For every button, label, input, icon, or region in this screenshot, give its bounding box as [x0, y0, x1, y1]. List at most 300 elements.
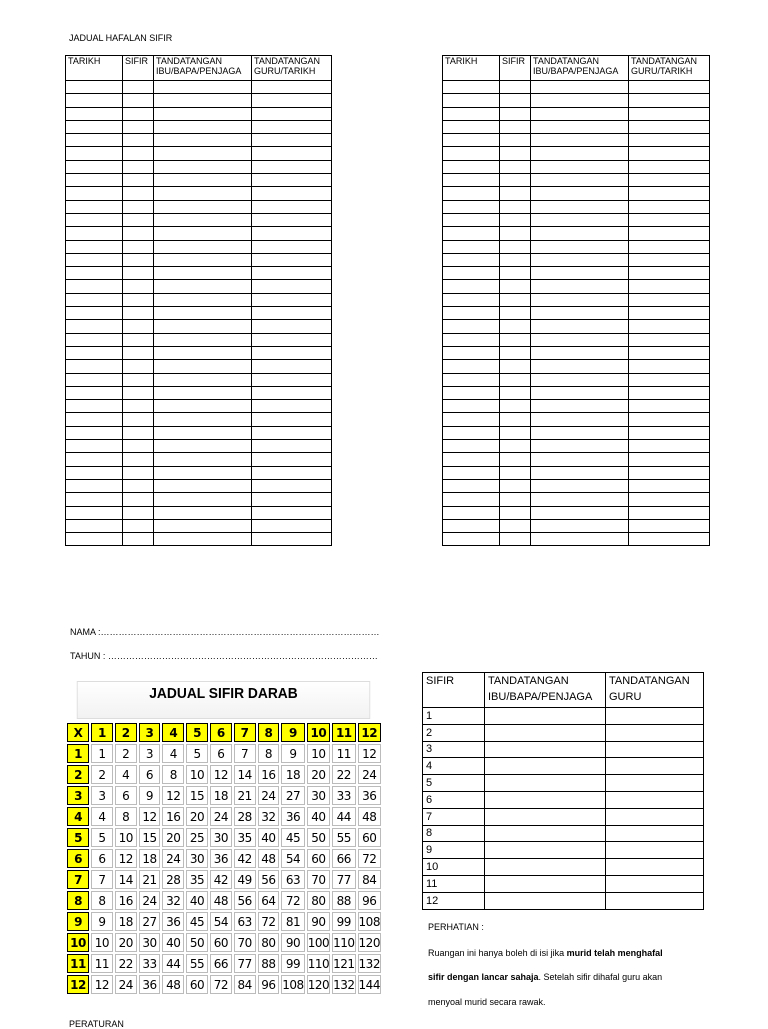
log-cell[interactable]: [154, 81, 252, 94]
log-cell[interactable]: [500, 386, 531, 399]
log-cell[interactable]: [443, 200, 500, 213]
log-cell[interactable]: [123, 400, 154, 413]
log-cell[interactable]: [443, 466, 500, 479]
log-cell[interactable]: [443, 373, 500, 386]
log-cell[interactable]: [123, 200, 154, 213]
log-cell[interactable]: [123, 134, 154, 147]
log-cell[interactable]: [123, 160, 154, 173]
log-cell[interactable]: [629, 533, 710, 546]
log-cell[interactable]: [531, 267, 629, 280]
log-cell[interactable]: [500, 519, 531, 532]
log-cell[interactable]: [629, 213, 710, 226]
log-cell[interactable]: [500, 346, 531, 359]
signature-cell[interactable]: [485, 892, 606, 909]
log-cell[interactable]: [154, 227, 252, 240]
log-cell[interactable]: [500, 426, 531, 439]
log-cell[interactable]: [154, 107, 252, 120]
log-cell[interactable]: [252, 453, 332, 466]
signature-cell[interactable]: [606, 892, 704, 909]
log-cell[interactable]: [252, 493, 332, 506]
log-cell[interactable]: [123, 147, 154, 160]
log-cell[interactable]: [629, 107, 710, 120]
log-cell[interactable]: [154, 320, 252, 333]
log-cell[interactable]: [252, 333, 332, 346]
log-cell[interactable]: [629, 440, 710, 453]
log-cell[interactable]: [531, 386, 629, 399]
signature-cell[interactable]: [606, 708, 704, 725]
log-cell[interactable]: [252, 346, 332, 359]
log-cell[interactable]: [123, 94, 154, 107]
log-cell[interactable]: [252, 134, 332, 147]
log-cell[interactable]: [123, 440, 154, 453]
log-cell[interactable]: [443, 307, 500, 320]
log-cell[interactable]: [500, 200, 531, 213]
log-cell[interactable]: [123, 81, 154, 94]
signature-cell[interactable]: [485, 724, 606, 741]
log-cell[interactable]: [531, 240, 629, 253]
log-cell[interactable]: [66, 107, 123, 120]
log-cell[interactable]: [531, 493, 629, 506]
log-cell[interactable]: [66, 187, 123, 200]
log-cell[interactable]: [531, 519, 629, 532]
log-cell[interactable]: [531, 466, 629, 479]
log-cell[interactable]: [123, 386, 154, 399]
log-cell[interactable]: [66, 519, 123, 532]
log-cell[interactable]: [629, 400, 710, 413]
log-cell[interactable]: [500, 479, 531, 492]
log-cell[interactable]: [123, 174, 154, 187]
log-cell[interactable]: [66, 120, 123, 133]
log-cell[interactable]: [531, 426, 629, 439]
log-cell[interactable]: [66, 533, 123, 546]
log-cell[interactable]: [531, 94, 629, 107]
log-cell[interactable]: [531, 440, 629, 453]
log-cell[interactable]: [252, 120, 332, 133]
log-cell[interactable]: [123, 346, 154, 359]
log-cell[interactable]: [66, 240, 123, 253]
log-cell[interactable]: [629, 174, 710, 187]
log-cell[interactable]: [443, 147, 500, 160]
log-cell[interactable]: [500, 160, 531, 173]
log-cell[interactable]: [443, 134, 500, 147]
log-cell[interactable]: [500, 94, 531, 107]
log-cell[interactable]: [123, 466, 154, 479]
log-cell[interactable]: [252, 400, 332, 413]
log-cell[interactable]: [443, 81, 500, 94]
log-cell[interactable]: [531, 346, 629, 359]
log-cell[interactable]: [531, 360, 629, 373]
log-cell[interactable]: [66, 267, 123, 280]
log-cell[interactable]: [252, 253, 332, 266]
log-cell[interactable]: [500, 440, 531, 453]
log-cell[interactable]: [123, 533, 154, 546]
log-cell[interactable]: [500, 453, 531, 466]
log-cell[interactable]: [531, 200, 629, 213]
log-cell[interactable]: [154, 293, 252, 306]
log-cell[interactable]: [66, 94, 123, 107]
signature-cell[interactable]: [485, 758, 606, 775]
log-cell[interactable]: [123, 320, 154, 333]
log-cell[interactable]: [500, 320, 531, 333]
log-cell[interactable]: [123, 293, 154, 306]
log-cell[interactable]: [252, 227, 332, 240]
log-cell[interactable]: [66, 147, 123, 160]
signature-cell[interactable]: [485, 875, 606, 892]
log-cell[interactable]: [154, 307, 252, 320]
log-cell[interactable]: [500, 533, 531, 546]
log-cell[interactable]: [252, 307, 332, 320]
log-cell[interactable]: [500, 373, 531, 386]
log-cell[interactable]: [629, 453, 710, 466]
log-cell[interactable]: [154, 386, 252, 399]
signature-cell[interactable]: [606, 842, 704, 859]
log-cell[interactable]: [66, 81, 123, 94]
log-cell[interactable]: [629, 506, 710, 519]
log-cell[interactable]: [629, 346, 710, 359]
log-cell[interactable]: [443, 213, 500, 226]
log-cell[interactable]: [531, 413, 629, 426]
log-cell[interactable]: [443, 160, 500, 173]
log-cell[interactable]: [500, 81, 531, 94]
log-cell[interactable]: [154, 240, 252, 253]
signature-cell[interactable]: [485, 859, 606, 876]
log-cell[interactable]: [252, 519, 332, 532]
log-cell[interactable]: [443, 253, 500, 266]
log-cell[interactable]: [531, 320, 629, 333]
log-cell[interactable]: [123, 506, 154, 519]
log-cell[interactable]: [443, 386, 500, 399]
log-cell[interactable]: [500, 506, 531, 519]
signature-cell[interactable]: [485, 825, 606, 842]
log-cell[interactable]: [500, 134, 531, 147]
log-cell[interactable]: [443, 94, 500, 107]
log-cell[interactable]: [154, 440, 252, 453]
signature-cell[interactable]: [485, 808, 606, 825]
log-cell[interactable]: [154, 479, 252, 492]
log-cell[interactable]: [66, 506, 123, 519]
log-cell[interactable]: [629, 200, 710, 213]
log-cell[interactable]: [154, 267, 252, 280]
log-cell[interactable]: [123, 307, 154, 320]
log-cell[interactable]: [629, 293, 710, 306]
log-cell[interactable]: [443, 440, 500, 453]
log-cell[interactable]: [443, 293, 500, 306]
log-cell[interactable]: [123, 240, 154, 253]
log-cell[interactable]: [252, 466, 332, 479]
log-cell[interactable]: [252, 160, 332, 173]
log-cell[interactable]: [66, 213, 123, 226]
log-cell[interactable]: [629, 307, 710, 320]
log-cell[interactable]: [252, 200, 332, 213]
log-cell[interactable]: [66, 200, 123, 213]
year-field[interactable]: TAHUN : ………………………………………………………………………………: [70, 651, 378, 661]
log-cell[interactable]: [500, 174, 531, 187]
log-cell[interactable]: [629, 81, 710, 94]
log-cell[interactable]: [500, 267, 531, 280]
log-cell[interactable]: [443, 400, 500, 413]
log-cell[interactable]: [531, 479, 629, 492]
log-cell[interactable]: [66, 413, 123, 426]
log-cell[interactable]: [531, 400, 629, 413]
log-cell[interactable]: [154, 200, 252, 213]
log-cell[interactable]: [443, 493, 500, 506]
log-cell[interactable]: [154, 187, 252, 200]
log-cell[interactable]: [443, 267, 500, 280]
log-cell[interactable]: [443, 280, 500, 293]
signature-cell[interactable]: [485, 842, 606, 859]
log-cell[interactable]: [629, 373, 710, 386]
log-cell[interactable]: [154, 400, 252, 413]
log-cell[interactable]: [500, 213, 531, 226]
log-cell[interactable]: [252, 533, 332, 546]
signature-cell[interactable]: [606, 875, 704, 892]
log-cell[interactable]: [66, 386, 123, 399]
log-cell[interactable]: [531, 174, 629, 187]
signature-cell[interactable]: [606, 775, 704, 792]
log-cell[interactable]: [629, 413, 710, 426]
log-cell[interactable]: [531, 533, 629, 546]
log-cell[interactable]: [123, 213, 154, 226]
signature-cell[interactable]: [485, 791, 606, 808]
log-cell[interactable]: [66, 227, 123, 240]
log-cell[interactable]: [66, 440, 123, 453]
log-cell[interactable]: [629, 134, 710, 147]
log-cell[interactable]: [252, 174, 332, 187]
log-cell[interactable]: [154, 134, 252, 147]
log-cell[interactable]: [123, 453, 154, 466]
log-cell[interactable]: [629, 280, 710, 293]
log-cell[interactable]: [252, 479, 332, 492]
log-cell[interactable]: [252, 426, 332, 439]
log-cell[interactable]: [123, 187, 154, 200]
log-cell[interactable]: [66, 174, 123, 187]
log-cell[interactable]: [252, 240, 332, 253]
log-cell[interactable]: [629, 320, 710, 333]
log-cell[interactable]: [154, 413, 252, 426]
log-cell[interactable]: [154, 94, 252, 107]
log-cell[interactable]: [531, 333, 629, 346]
log-cell[interactable]: [500, 307, 531, 320]
log-cell[interactable]: [154, 533, 252, 546]
log-cell[interactable]: [629, 227, 710, 240]
log-cell[interactable]: [500, 187, 531, 200]
log-cell[interactable]: [531, 453, 629, 466]
log-cell[interactable]: [123, 107, 154, 120]
log-cell[interactable]: [154, 280, 252, 293]
log-cell[interactable]: [252, 293, 332, 306]
log-cell[interactable]: [154, 426, 252, 439]
log-cell[interactable]: [500, 147, 531, 160]
log-cell[interactable]: [252, 147, 332, 160]
log-cell[interactable]: [531, 147, 629, 160]
log-cell[interactable]: [629, 187, 710, 200]
log-cell[interactable]: [252, 187, 332, 200]
log-cell[interactable]: [154, 213, 252, 226]
log-cell[interactable]: [154, 333, 252, 346]
log-cell[interactable]: [629, 94, 710, 107]
log-cell[interactable]: [66, 160, 123, 173]
log-cell[interactable]: [443, 506, 500, 519]
signature-cell[interactable]: [606, 741, 704, 758]
log-cell[interactable]: [443, 333, 500, 346]
log-cell[interactable]: [443, 479, 500, 492]
log-cell[interactable]: [252, 386, 332, 399]
log-cell[interactable]: [443, 426, 500, 439]
log-cell[interactable]: [443, 413, 500, 426]
log-cell[interactable]: [154, 519, 252, 532]
name-field[interactable]: NAMA :…………………………………………………………………………………: [70, 627, 380, 637]
log-cell[interactable]: [531, 293, 629, 306]
log-cell[interactable]: [629, 426, 710, 439]
log-cell[interactable]: [531, 134, 629, 147]
log-cell[interactable]: [531, 120, 629, 133]
log-cell[interactable]: [123, 120, 154, 133]
log-cell[interactable]: [123, 227, 154, 240]
log-cell[interactable]: [66, 466, 123, 479]
log-cell[interactable]: [629, 386, 710, 399]
log-cell[interactable]: [443, 533, 500, 546]
log-cell[interactable]: [66, 280, 123, 293]
log-cell[interactable]: [531, 107, 629, 120]
log-cell[interactable]: [154, 147, 252, 160]
log-cell[interactable]: [500, 360, 531, 373]
log-cell[interactable]: [443, 240, 500, 253]
log-cell[interactable]: [500, 107, 531, 120]
log-cell[interactable]: [252, 267, 332, 280]
log-cell[interactable]: [443, 320, 500, 333]
log-cell[interactable]: [154, 120, 252, 133]
log-cell[interactable]: [154, 174, 252, 187]
log-cell[interactable]: [123, 267, 154, 280]
log-cell[interactable]: [443, 227, 500, 240]
log-cell[interactable]: [66, 307, 123, 320]
log-cell[interactable]: [500, 466, 531, 479]
log-cell[interactable]: [252, 440, 332, 453]
log-cell[interactable]: [443, 107, 500, 120]
log-cell[interactable]: [252, 320, 332, 333]
log-cell[interactable]: [154, 506, 252, 519]
log-cell[interactable]: [531, 213, 629, 226]
log-cell[interactable]: [629, 147, 710, 160]
signature-cell[interactable]: [606, 859, 704, 876]
log-cell[interactable]: [531, 253, 629, 266]
log-cell[interactable]: [66, 426, 123, 439]
log-cell[interactable]: [252, 280, 332, 293]
signature-cell[interactable]: [485, 741, 606, 758]
log-cell[interactable]: [123, 373, 154, 386]
log-cell[interactable]: [252, 506, 332, 519]
log-cell[interactable]: [500, 413, 531, 426]
log-cell[interactable]: [252, 107, 332, 120]
log-cell[interactable]: [66, 346, 123, 359]
log-cell[interactable]: [531, 160, 629, 173]
signature-cell[interactable]: [606, 808, 704, 825]
log-cell[interactable]: [500, 120, 531, 133]
log-cell[interactable]: [66, 373, 123, 386]
log-cell[interactable]: [66, 479, 123, 492]
log-cell[interactable]: [66, 293, 123, 306]
log-cell[interactable]: [123, 413, 154, 426]
log-cell[interactable]: [500, 293, 531, 306]
log-cell[interactable]: [66, 400, 123, 413]
log-cell[interactable]: [66, 333, 123, 346]
log-cell[interactable]: [123, 360, 154, 373]
log-cell[interactable]: [443, 187, 500, 200]
log-cell[interactable]: [531, 81, 629, 94]
log-cell[interactable]: [66, 493, 123, 506]
log-cell[interactable]: [629, 267, 710, 280]
log-cell[interactable]: [531, 227, 629, 240]
signature-cell[interactable]: [606, 724, 704, 741]
log-cell[interactable]: [629, 360, 710, 373]
log-cell[interactable]: [500, 333, 531, 346]
log-cell[interactable]: [252, 81, 332, 94]
log-cell[interactable]: [123, 280, 154, 293]
signature-cell[interactable]: [606, 758, 704, 775]
log-cell[interactable]: [123, 426, 154, 439]
log-cell[interactable]: [66, 320, 123, 333]
log-cell[interactable]: [66, 360, 123, 373]
log-cell[interactable]: [252, 360, 332, 373]
log-cell[interactable]: [154, 346, 252, 359]
log-cell[interactable]: [443, 120, 500, 133]
log-cell[interactable]: [629, 479, 710, 492]
log-cell[interactable]: [443, 174, 500, 187]
log-cell[interactable]: [154, 466, 252, 479]
log-cell[interactable]: [154, 360, 252, 373]
log-cell[interactable]: [443, 453, 500, 466]
log-cell[interactable]: [154, 493, 252, 506]
log-cell[interactable]: [66, 453, 123, 466]
log-cell[interactable]: [629, 240, 710, 253]
log-cell[interactable]: [629, 519, 710, 532]
log-cell[interactable]: [500, 227, 531, 240]
log-cell[interactable]: [443, 360, 500, 373]
log-cell[interactable]: [252, 413, 332, 426]
log-cell[interactable]: [629, 253, 710, 266]
log-cell[interactable]: [252, 373, 332, 386]
log-cell[interactable]: [443, 346, 500, 359]
log-cell[interactable]: [123, 493, 154, 506]
log-cell[interactable]: [629, 493, 710, 506]
log-cell[interactable]: [123, 519, 154, 532]
log-cell[interactable]: [443, 519, 500, 532]
log-cell[interactable]: [154, 453, 252, 466]
log-cell[interactable]: [66, 134, 123, 147]
signature-cell[interactable]: [485, 775, 606, 792]
log-cell[interactable]: [500, 240, 531, 253]
log-cell[interactable]: [154, 160, 252, 173]
log-cell[interactable]: [629, 160, 710, 173]
log-cell[interactable]: [531, 280, 629, 293]
log-cell[interactable]: [531, 307, 629, 320]
log-cell[interactable]: [66, 253, 123, 266]
log-cell[interactable]: [629, 333, 710, 346]
log-cell[interactable]: [500, 400, 531, 413]
signature-cell[interactable]: [606, 791, 704, 808]
log-cell[interactable]: [123, 253, 154, 266]
log-cell[interactable]: [123, 479, 154, 492]
log-cell[interactable]: [629, 466, 710, 479]
log-cell[interactable]: [531, 187, 629, 200]
signature-cell[interactable]: [606, 825, 704, 842]
log-cell[interactable]: [629, 120, 710, 133]
log-cell[interactable]: [531, 506, 629, 519]
log-cell[interactable]: [252, 213, 332, 226]
log-cell[interactable]: [154, 373, 252, 386]
signature-cell[interactable]: [485, 708, 606, 725]
log-cell[interactable]: [154, 253, 252, 266]
